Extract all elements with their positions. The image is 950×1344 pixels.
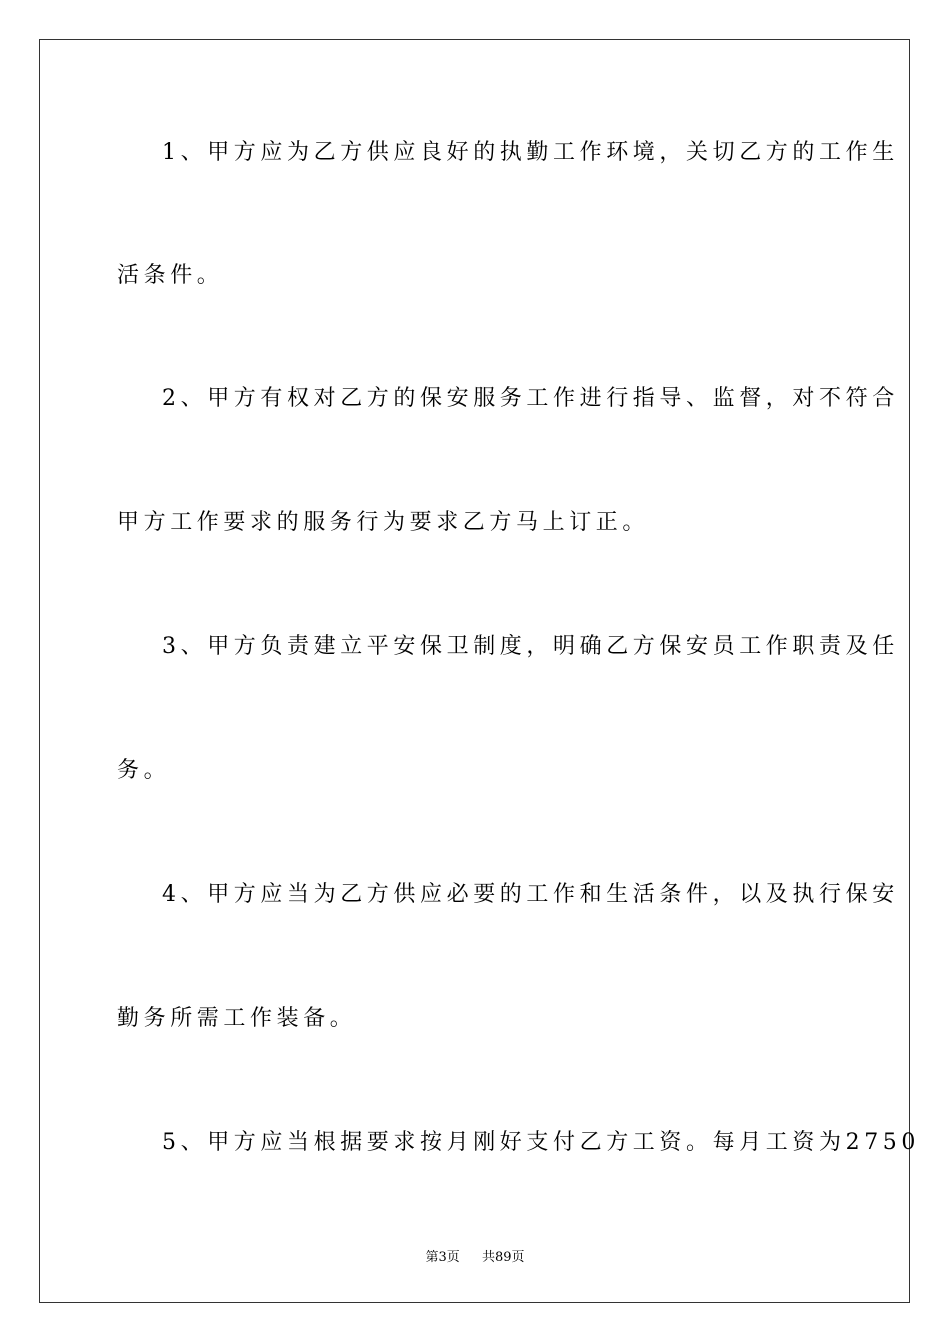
page-number-current: 第3页 [425, 1250, 460, 1265]
page-number-total: 共89页 [481, 1250, 525, 1265]
paragraph-2-line-1: 2、甲方有权对乙方的保安服务工作进行指导、监督，对不符合 [162, 386, 899, 411]
paragraph-3-line-1: 3、甲方负责建立平安保卫制度，明确乙方保安员工作职责及任 [162, 634, 899, 659]
paragraph-1-line-1: 1、甲方应为乙方供应良好的执勤工作环境，关切乙方的工作生 [162, 140, 899, 165]
paragraph-3-line-2: 务。 [117, 758, 171, 783]
paragraph-4-line-2: 勤务所需工作装备。 [117, 1006, 357, 1031]
page-footer [0, 1251, 950, 1264]
paragraph-1-line-2: 活条件。 [117, 263, 224, 288]
paragraph-4-line-1: 4、甲方应当为乙方供应必要的工作和生活条件，以及执行保安 [162, 882, 899, 907]
paragraph-2-line-2: 甲方工作要求的服务行为要求乙方马上订正。 [117, 510, 650, 535]
paragraph-5-line-1: 5、甲方应当根据要求按月刚好支付乙方工资。每月工资为2750 [162, 1130, 920, 1155]
page-frame [39, 39, 910, 1303]
